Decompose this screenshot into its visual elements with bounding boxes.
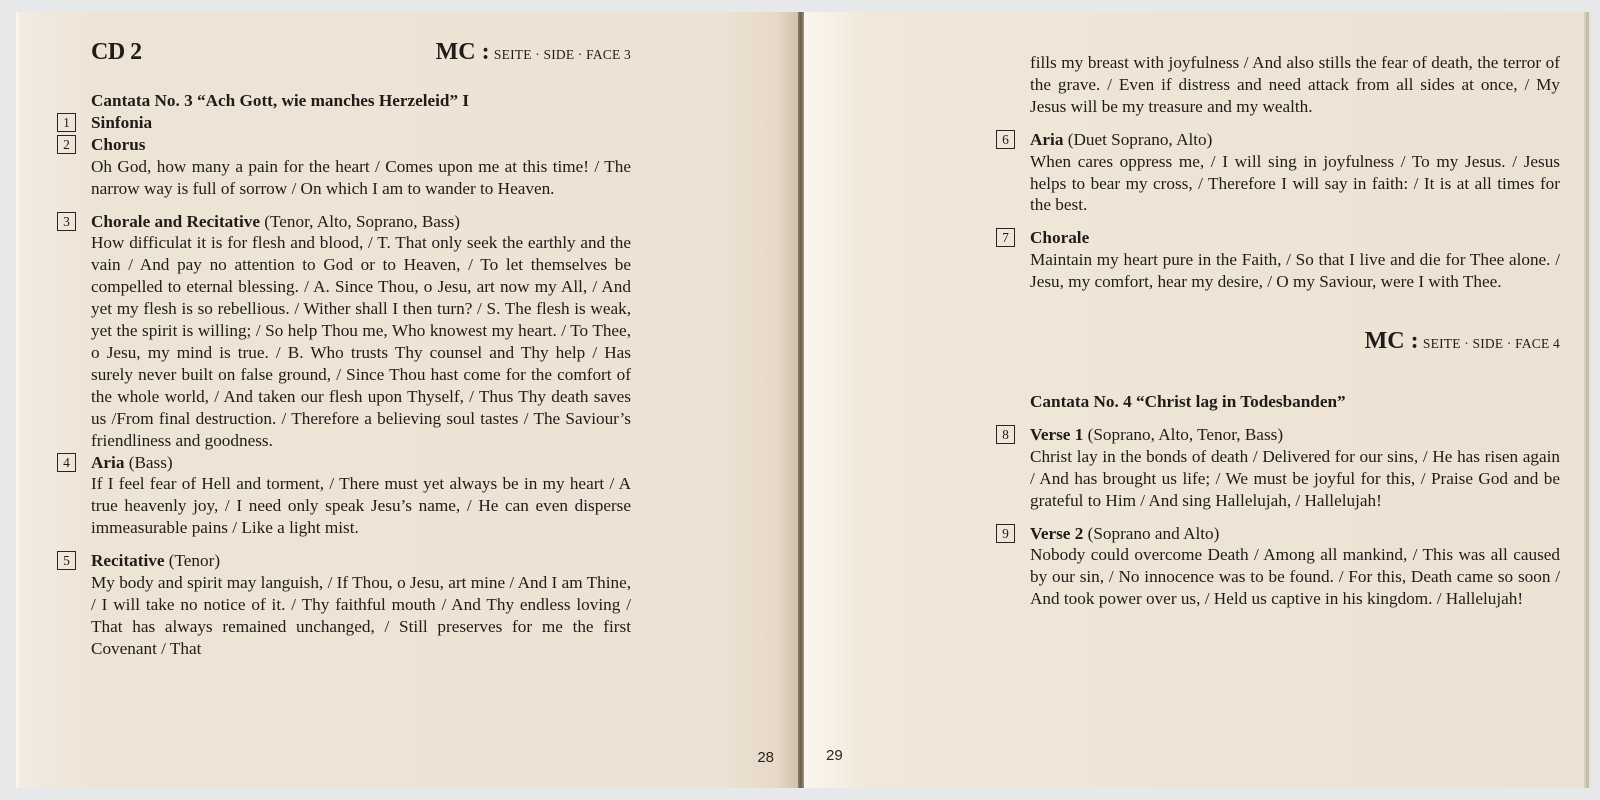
side-label: SEITE · SIDE · FACE 3 xyxy=(493,47,631,62)
page-header xyxy=(91,39,631,78)
track-title: Aria xyxy=(91,452,125,472)
left-page xyxy=(16,12,800,788)
track-voices: (Tenor) xyxy=(168,551,221,571)
mc-side-label xyxy=(435,39,631,66)
track-text: Christ lay in the bonds of death / Delivered for our sins, / He has risen again / And has brought us life; / We must be joyful for this, / Praise God and be grateful to Him / And sing Hallelujah, / Hallelujah! xyxy=(1030,446,1560,510)
track-number-box: 5 xyxy=(57,551,76,570)
track-title: Verse 2 xyxy=(1030,523,1084,543)
track-8 xyxy=(1002,424,1560,512)
track-text: How difficulat it is for flesh and blood, / T. That only seek the earthly and the vain / And pay no attention to God or to Heaven, / To let themselves be compelled to eternal blessing. / A. Since Thou, o Jesu, art now my All, / And yet my flesh is so rebellious. / Wither shall I then turn? / S. The flesh is weak, yet the spirit is willing; / So help Thou me, Who knowest my heart. / To Thee, o Jesu, my mind is true. / B. Who trusts Thy counsel and Thy help / Has surely never built on false ground, / Since Thou hast come for the comfort of the whole world, / And taken our flesh upon Thyself, / Thus Thy death saves us /From final destruction. / Therefore a believing soul tastes / The Saviour’s friendliness and goodness. xyxy=(91,233,631,450)
track-4 xyxy=(63,452,631,540)
track-text: Oh God, how many a pain for the heart / Comes upon me at this time! / The narrow way is full of sorrow / On which I am to wander to Heaven. xyxy=(91,156,631,198)
track-5 xyxy=(63,550,631,660)
mc-label: MC : xyxy=(1364,328,1419,355)
track-text: If I feel fear of Hell and torment, / There must yet always be in my heart / A true heavenly joy, / I need only speak Jesu’s name, / He can even disperse immeasurable pains / Like a light mist. xyxy=(91,474,631,538)
track-title: Chorale xyxy=(1030,228,1090,248)
continued-text: fills my breast with joyfulness / And also stills the fear of death, the terror of the grave. / Even if distress and need attack from all sides at once, / My Jesus will be my treasure and my wealth. xyxy=(1030,53,1560,116)
track-2 xyxy=(63,134,631,200)
track-3 xyxy=(63,211,631,452)
right-page xyxy=(804,12,1586,788)
track-number-box: 1 xyxy=(57,113,76,132)
track-number-box: 7 xyxy=(996,228,1015,247)
track-text: When cares oppress me, / I will sing in joyfulness / To my Jesus. / Jesus helps to bear my cross, / Therefore I will say in faith: / It is at all times for the best. xyxy=(1030,151,1560,215)
cd-label: CD 2 xyxy=(91,39,142,65)
track-9 xyxy=(1002,523,1560,611)
mc-label: MC : xyxy=(435,39,490,65)
track-number-box: 4 xyxy=(57,453,76,472)
side-label: SEITE · SIDE · FACE 4 xyxy=(1422,336,1560,352)
page-number: 28 xyxy=(757,749,774,766)
right-page-content xyxy=(1002,52,1560,610)
track-voices: (Soprano and Alto) xyxy=(1087,523,1220,543)
track-number-box: 9 xyxy=(996,524,1015,543)
track-voices: (Soprano, Alto, Tenor, Bass) xyxy=(1087,424,1284,444)
cantata-title: Cantata No. 4 “Christ lag in Todesbanden” xyxy=(1030,391,1346,411)
track-title: Recitative xyxy=(91,551,165,571)
track-title: Chorale and Recitative xyxy=(91,211,260,231)
track-voices: (Tenor, Alto, Soprano, Bass) xyxy=(264,211,461,231)
left-page-content xyxy=(63,39,631,660)
track-text: My body and spirit may languish, / If Thou, o Jesu, art mine / And I am Thine, / I will take no notice of it. / Thy faithful mouth / And Thy endless loving / That has always remained unchanged, / Still preserves for me the first Covenant / That xyxy=(91,573,631,658)
page-number: 29 xyxy=(826,747,843,764)
track-6 xyxy=(1002,129,1560,217)
track-number-box: 6 xyxy=(996,130,1015,149)
track-voices: (Bass) xyxy=(128,452,173,472)
mc-side-label xyxy=(1030,328,1560,355)
cantata-title: Cantata No. 3 “Ach Gott, wie manches Herzeleid” I xyxy=(91,91,470,110)
track-1 xyxy=(63,112,631,134)
track-number-box: 8 xyxy=(996,425,1015,444)
track-7 xyxy=(1002,227,1560,293)
track-title: Sinfonia xyxy=(91,112,153,132)
track-voices: (Duet Soprano, Alto) xyxy=(1067,129,1213,149)
track-number-box: 3 xyxy=(57,212,76,231)
track-title: Aria xyxy=(1030,129,1064,149)
track-text: Nobody could overcome Death / Among all mankind, / This was all caused by our sin, / No innocence was to be found. / For this, Death came so soon / And took power over us, / Held us captive in his kingdom. / Hallelujah! xyxy=(1030,545,1560,609)
track-title: Verse 1 xyxy=(1030,424,1084,444)
track-text: Maintain my heart pure in the Faith, / So that I live and die for Thee alone. / Jesu, my comfort, hear my desire, / O my Saviour, were I with Thee. xyxy=(1030,250,1560,292)
track-number-box: 2 xyxy=(57,135,76,154)
track-title: Chorus xyxy=(91,134,146,154)
